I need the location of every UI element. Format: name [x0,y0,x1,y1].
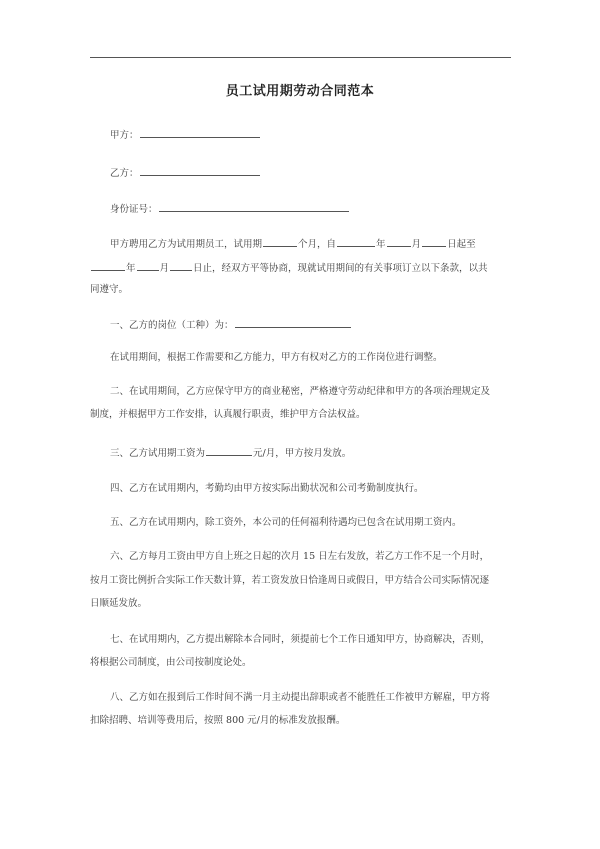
intro-text-4: 月 [411,239,422,250]
start-day-blank [422,237,446,247]
clause-6-line-2: 按月工资比例折合实际工作天数计算，若工资发放日恰逢周日或假日，甲方结合公司实际情况逐 [90,575,490,586]
clause-3-text-1: 三、乙方试用期工资为 [110,448,206,459]
id-number-label: 身份证号： [110,204,158,215]
intro-line-3: 同遵守。 [90,284,129,295]
party-b-line [110,166,261,180]
intro-text-2: 个月，自 [298,239,337,250]
clause-5-line: 五、乙方在试用期内，除工资外，本公司的任何福利待遇均已包含在试用期工资内。 [110,517,462,528]
position-blank [235,318,351,328]
party-b-blank [140,166,260,176]
clause-6-line-3: 日顺延发放。 [90,598,148,609]
intro-text-5: 日起至 [447,239,476,250]
end-day-blank [170,261,192,271]
clause-1-head-text: 一、乙方的岗位（工种）为： [110,320,234,331]
party-a-blank [140,128,260,138]
end-year-blank [91,261,125,271]
end-month-blank [137,261,159,271]
id-number-blank [159,202,349,212]
start-month-blank [387,237,411,247]
intro-text-8: 日止，经双方平等协商，现就试用期间的有关事项订立以下条款，以共 [193,263,488,274]
party-a-label: 甲方： [110,130,139,141]
start-year-blank [337,237,375,247]
document-title: 员工试用期劳动合同范本 [225,84,375,99]
probation-months-blank [263,237,297,247]
intro-text-7: 月 [159,263,170,274]
clause-3-text-2: 元/月，甲方按月发放。 [253,448,352,459]
clause-7-line-2: 将根据公司制度，由公司按制度论处。 [90,657,252,668]
intro-text-6: 年 [126,263,136,274]
clause-1-body: 在试用期间，根据工作需要和乙方能力，甲方有权对乙方的工作岗位进行调整。 [110,352,443,363]
party-a-line [110,128,261,142]
clause-8-line-1: 八、乙方如在报到后工作时间不满一月主动提出辞职或者不能胜任工作被甲方解雇，甲方将 [110,692,491,703]
salary-blank [206,446,252,456]
clause-6-line-1: 六、乙方每月工资由甲方自上班之日起的次月 15 日左右发放，若乙方工作不足一个月时， [110,551,490,562]
intro-line-2 [90,261,488,275]
clause-3-line [110,446,351,460]
clause-2-line-2: 制度，并根据甲方工作安排，认真履行职责，维护甲方合法权益。 [90,409,366,420]
intro-text-3: 年 [376,239,386,250]
clause-8-line-2: 扣除招聘、培训等费用后，按照 800 元/月的标准发放报酬。 [90,715,346,726]
clause-1-head [110,318,352,332]
clause-4-line: 四、乙方在试用期内，考勤均由甲方按实际出勤状况和公司考勤制度执行。 [110,483,424,494]
intro-text-1: 甲方聘用乙方为试用期员工，试用期 [110,239,263,250]
party-b-label: 乙方： [110,168,139,179]
header-rule [90,57,511,58]
clause-2-line-1: 二、在试用期间，乙方应保守甲方的商业秘密，严格遵守劳动纪律和甲方的各项治理规定及 [110,386,491,397]
clause-7-line-1: 七、在试用期内，乙方提出解除本合同时，须提前七个工作日通知甲方，协商解决，否则， [110,634,491,645]
intro-line-1 [110,237,476,251]
id-number-line [110,202,350,216]
